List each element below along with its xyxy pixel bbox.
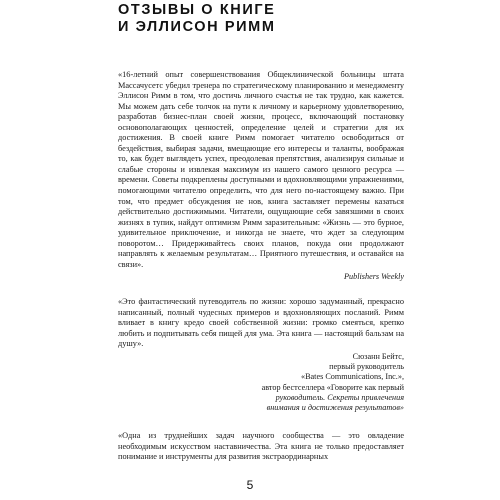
section-heading — [118, 2, 276, 36]
attribution-line: руководитель. Секреты привлечения — [275, 392, 404, 402]
heading-line-2: И ЭЛЛИСОН РИММ — [118, 19, 276, 35]
review-text: «16-летний опыт совершенствования Общеклинической больницы штата Массачусетс убедил тренера по стратегическому планированию и менеджменту Эллисон Римм в том, что достичь личного счастья не так трудно, как кажется. Мы можем дать себе толчок на пути к личному и карьерному удовлетворению, разработав бизнес-план своей жизни, процесс, включающий постановку основополагающих ценностей, определение целей и стратегии для их достижения. В своей книге Римм помогает читателю освободиться от бездействия, выбирая задачи, вмещающие его интересы и таланты, воображая то, как будет выглядеть успех, преодолевая препятствия, анализируя сильные и слабые стороны и извлекая максимум из нашего самого ценного ресурса — времени. Советы подкреплены доступными и вдохновляющими упражнениями, помогающими читателю определить, что для него по-настоящему важно. При том, что предмет обсуждения не нов, книга заставляет перемены казаться действительно достижимыми. Читатели, ощущающие себя завязшими в своих жизнях в тупик, найдут оптимизм Римм заразительным: «Жизнь — это бурное, удивительное приключение, и никогда не знаете, что ждет за следующим поворотом… Придерживайтесь своих планов, покуда они продолжают направлять к желаемым результатам… Приятного путешествия, и оставайся на связи». — [118, 70, 404, 269]
attribution-line: первый руководитель — [329, 362, 404, 372]
review-attribution — [118, 352, 404, 414]
attribution-line: внимания и достижения результатов» — [266, 403, 404, 413]
attribution-line: автор бестселлера «Говорите как первый — [261, 382, 404, 392]
review-suzanne-bates — [118, 297, 404, 414]
page-number: 5 — [246, 478, 254, 492]
review-text: «Одна из труднейших задач научного сообщества — это овладение необходимым искусством наставничества. Эта книга не только предоставляет понимание и инструменты для развития экстраординарных — [118, 431, 404, 462]
attribution-source: Publishers Weekly — [344, 272, 404, 282]
attribution-line: Сюзанн Бейтс, — [352, 351, 404, 361]
review-attribution — [118, 272, 404, 282]
attribution-line: «Bates Communications, Inc.», — [300, 372, 404, 382]
heading-line-1: ОТЗЫВЫ О КНИГЕ — [118, 2, 276, 18]
review-publishers-weekly — [118, 70, 404, 283]
review-scientific-community — [118, 431, 404, 463]
review-text: «Это фантастический путеводитель по жизни: хорошо задуманный, прекрасно написанный, полный чудесных примеров и вдохновляющих посланий. Римм вливает в книгу кредо своей собственной жизни: громко смеяться, крепко любить и подпитывать себя пищей для ума. Эта книга — настоящий бальзам на душу». — [118, 297, 404, 349]
